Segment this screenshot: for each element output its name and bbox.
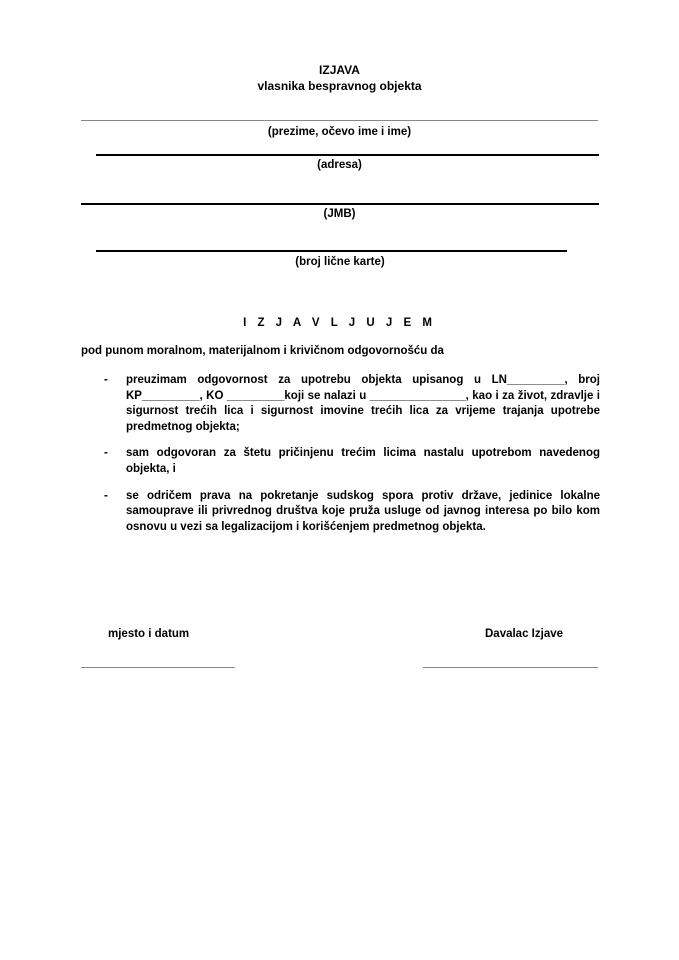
name-field-line[interactable] [81, 120, 598, 121]
place-date-signature-line[interactable] [81, 667, 235, 668]
declarant-signature-line[interactable] [423, 667, 598, 668]
declarant-label: Davalac Izjave [485, 628, 564, 640]
list-item-text: se odričem prava na pokretanje sudskog spora protiv države, jedinice lokalne samouprave ili privrednog društva koje pruža usluge od javnog interesa po bilo kom osnovu u vezi sa legalizacijom i korišćenjem predmetnog objekta. [126, 489, 600, 533]
name-field-label: (prezime, očevo ime i ime) [267, 126, 412, 138]
place-date-label: mjesto i datum [108, 628, 190, 640]
id-card-field-label: (broj lične karte) [295, 256, 385, 268]
list-item-text: preuzimam odgovornost za upotrebu objekta upisanog u LN_________, broj KP_________, KO _________koji se nalazi u _______________, kao i za život, zdravlje i sigurnost trećih lica i sigurnost imovine trećih lica za vrijeme trajanja upotrebe predmetnog objekta; [126, 374, 600, 433]
address-field-line[interactable] [96, 154, 599, 156]
list-item [100, 373, 600, 435]
id-card-field-line[interactable] [96, 250, 567, 252]
document-title: IZJAVA [319, 63, 360, 77]
declare-heading: I Z J A V L J U J E M [243, 317, 436, 329]
list-item [100, 446, 600, 477]
bullet-dash: - [104, 489, 108, 502]
declaration-list [100, 373, 600, 546]
declaration-intro: pod punom moralnom, materijalnom i krivičnom odgovornošću da [81, 345, 444, 357]
jmb-field-line[interactable] [81, 203, 599, 205]
list-item-text: sam odgovoran za štetu pričinjenu trećim licima nastalu upotrebom navedenog objekta, i [126, 447, 600, 475]
bullet-dash: - [104, 447, 108, 460]
document-subtitle: vlasnika bespravnog objekta [257, 79, 422, 93]
address-field-label: (adresa) [317, 159, 362, 171]
list-item [100, 489, 600, 536]
bullet-dash: - [104, 374, 108, 386]
jmb-field-label: (JMB) [323, 208, 356, 220]
